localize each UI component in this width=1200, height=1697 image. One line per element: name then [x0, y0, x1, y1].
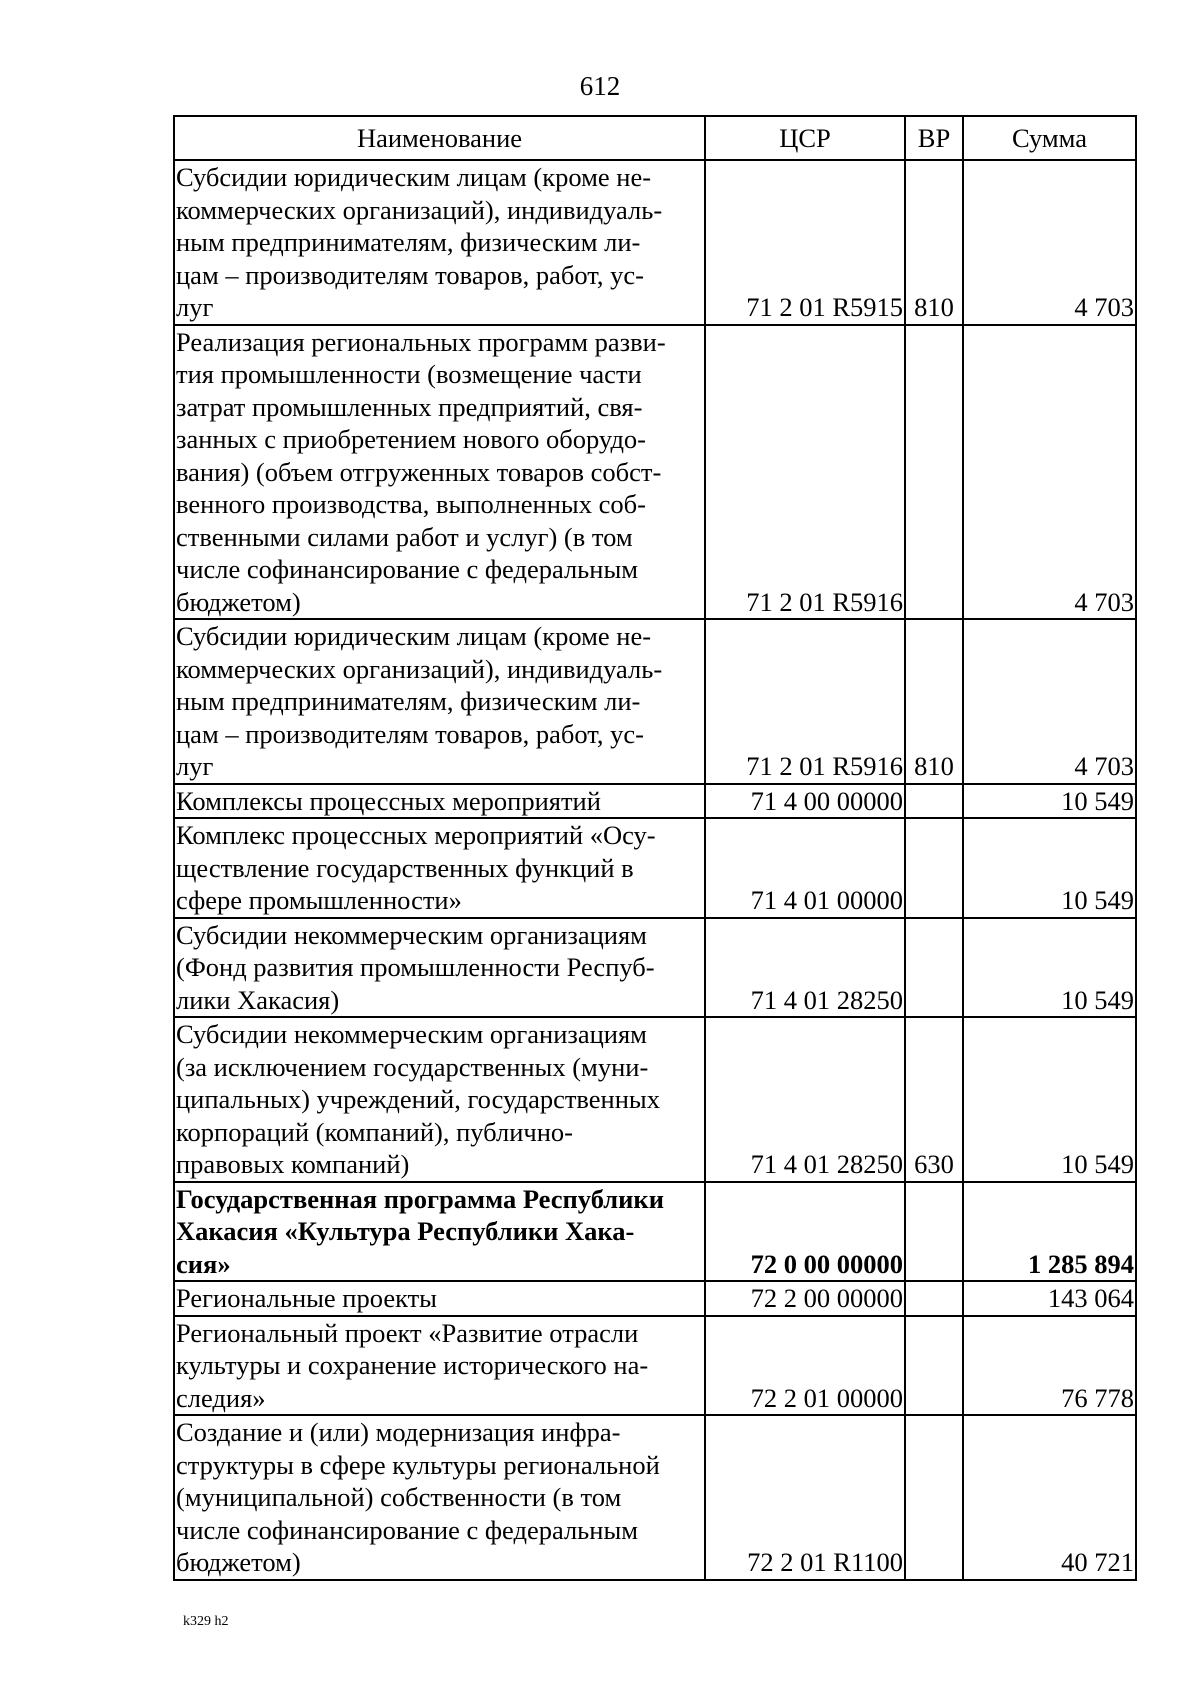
row-csr: 71 4 01 28250 [705, 918, 905, 1018]
row-vr [905, 818, 963, 918]
row-name: Субсидии юридическим лицам (кроме не- коммерческих организаций), индивидуаль- ным предпринимателям, физическим ли- цам – производителям товаров, работ, ус- луг [174, 619, 705, 784]
row-name: Субсидии некоммерческим организациям (за исключением государственных (муни- ципальных) учреждений, государственных корпораций (компаний), публично- правовых компаний) [174, 1017, 705, 1182]
row-sum: 10 549 [963, 784, 1136, 819]
table-row [174, 1316, 1136, 1416]
table-row [174, 818, 1136, 918]
row-vr: 630 [905, 1017, 963, 1182]
row-csr: 72 2 01 00000 [705, 1316, 905, 1416]
budget-table [173, 115, 1137, 1581]
row-vr [905, 918, 963, 1018]
row-csr: 72 2 01 R1100 [705, 1415, 905, 1580]
row-sum: 4 703 [963, 325, 1136, 620]
table-row [174, 160, 1136, 325]
table-header-row [174, 116, 1136, 160]
row-sum: 143 064 [963, 1281, 1136, 1316]
table-row [174, 1415, 1136, 1580]
row-name: Государственная программа Республики Хакасия «Культура Республики Хака- сия» [174, 1182, 705, 1282]
row-sum: 40 721 [963, 1415, 1136, 1580]
row-name: Комплексы процессных мероприятий [174, 784, 705, 819]
row-name: Реализация региональных программ разви- тия промышленности (возмещение части затрат промышленных предприятий, свя- занных с приобретением нового оборудо- вания) (объем отгруженных товаров собст- венного производства, выполненных соб- ственными силами работ и услуг) (в том числе софинансирование с федеральным бюджетом) [174, 325, 705, 620]
row-name: Создание и (или) модернизация инфра- структуры в сфере культуры региональной (муниципальной) собственности (в том числе софинансирование с федеральным бюджетом) [174, 1415, 705, 1580]
row-sum: 10 549 [963, 818, 1136, 918]
table-row [174, 325, 1136, 620]
table-row-program [174, 1182, 1136, 1282]
table-row [174, 784, 1136, 819]
table-row [174, 918, 1136, 1018]
row-name: Субсидии некоммерческим организациям (Фонд развития промышленности Респуб- лики Хакасия) [174, 918, 705, 1018]
header-csr: ЦСР [705, 116, 905, 160]
table-row [174, 1017, 1136, 1182]
row-vr [905, 784, 963, 819]
row-csr: 71 4 01 00000 [705, 818, 905, 918]
row-sum: 10 549 [963, 918, 1136, 1018]
row-name: Региональный проект «Развитие отрасли культуры и сохранение исторического на- следия» [174, 1316, 705, 1416]
page-number: 612 [579, 71, 621, 101]
row-csr: 72 0 00 00000 [705, 1182, 905, 1282]
row-name: Субсидии юридическим лицам (кроме не- коммерческих организаций), индивидуаль- ным предпринимателям, физическим ли- цам – производителям товаров, работ, ус- луг [174, 160, 705, 325]
table-row [174, 619, 1136, 784]
table-row [174, 1281, 1136, 1316]
row-sum: 4 703 [963, 619, 1136, 784]
row-vr [905, 1281, 963, 1316]
header-name: Наименование [174, 116, 705, 160]
row-name: Комплекс процессных мероприятий «Осу- ществление государственных функций в сфере промышленности» [174, 818, 705, 918]
row-sum: 1 285 894 [963, 1182, 1136, 1282]
document-code: k329 h2 [183, 1614, 229, 1629]
row-csr: 71 2 01 R5916 [705, 619, 905, 784]
row-csr: 71 4 01 28250 [705, 1017, 905, 1182]
row-vr: 810 [905, 160, 963, 325]
header-vr: ВР [905, 116, 963, 160]
row-vr [905, 1316, 963, 1416]
row-vr [905, 1415, 963, 1580]
row-sum: 76 778 [963, 1316, 1136, 1416]
row-name: Региональные проекты [174, 1281, 705, 1316]
row-vr [905, 325, 963, 620]
row-csr: 72 2 00 00000 [705, 1281, 905, 1316]
row-csr: 71 4 00 00000 [705, 784, 905, 819]
row-csr: 71 2 01 R5915 [705, 160, 905, 325]
header-sum: Сумма [963, 116, 1136, 160]
row-csr: 71 2 01 R5916 [705, 325, 905, 620]
row-sum: 10 549 [963, 1017, 1136, 1182]
row-vr: 810 [905, 619, 963, 784]
row-sum: 4 703 [963, 160, 1136, 325]
row-vr [905, 1182, 963, 1282]
